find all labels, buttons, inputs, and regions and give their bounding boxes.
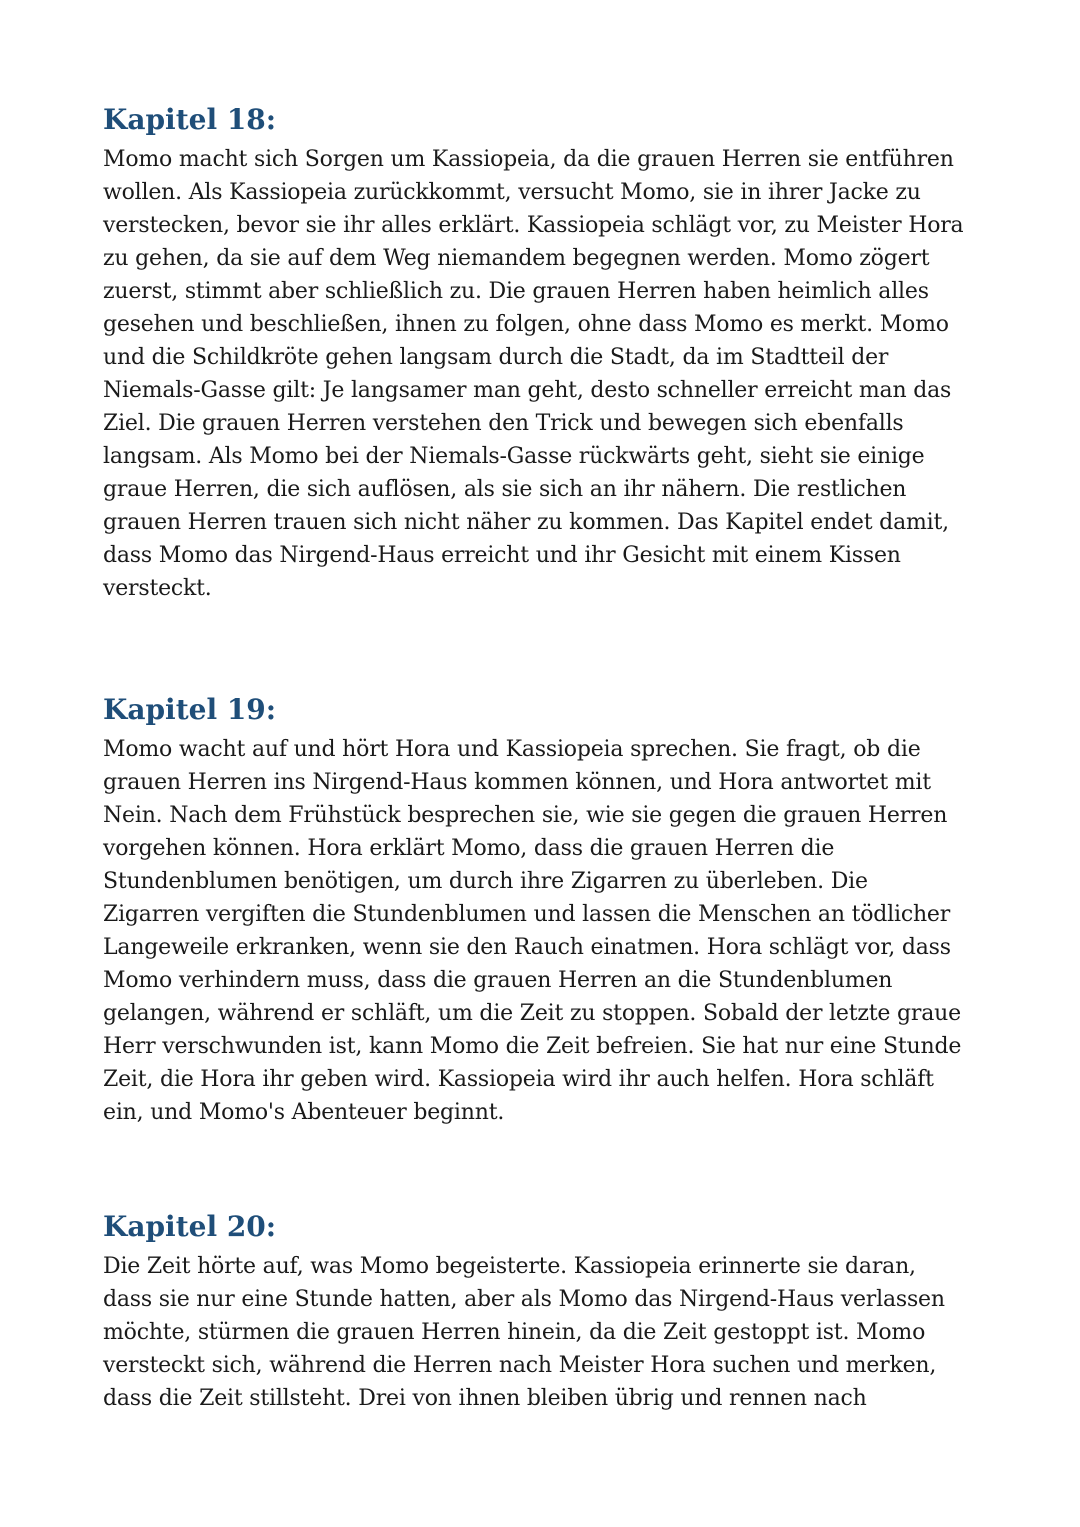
chapter-summary-text: Momo macht sich Sorgen um Kassiopeia, da die grauen Herren sie entführen wollen. Als Kassiopeia zurückkommt, versucht Momo, sie in ihrer Jacke zu verstecken, bevor sie ihr alles erklärt. Kassiopeia schlägt vor, zu Meister Hora zu gehen, da sie auf dem Weg niemandem begegnen werden. Momo zögert zuerst, stimmt aber schließlich zu. Die grauen Herren haben heimlich alles gesehen und beschließen, ihnen zu folgen, ohne dass Momo es merkt. Momo und die Schildkröte gehen langsam durch die Stadt, da im Stadtteil der Niemals-Gasse gilt: Je langsamer man geht, desto schneller erreicht man das Ziel. Die grauen Herren verstehen den Trick und bewegen sich ebenfalls langsam. Als Momo bei der Niemals-Gasse rückwärts geht, sieht sie einige graue Herren, die sich auflösen, als sie sich an ihr nähern. Die restlichen grauen Herren trauen sich nicht näher zu kommen. Das Kapitel endet damit, dass Momo das Nirgend-Haus erreicht und ihr Gesicht mit einem Kissen versteckt. xyxy=(103,147,964,601)
chapter-heading: Kapitel 19: xyxy=(103,693,277,726)
chapter-20-section xyxy=(103,1209,978,1415)
chapter-19-section xyxy=(103,692,978,1129)
chapter-heading: Kapitel 18: xyxy=(103,103,277,136)
chapter-summary-text: Momo wacht auf und hört Hora und Kassiopeia sprechen. Sie fragt, ob die grauen Herren ins Nirgend-Haus kommen können, und Hora antwortet mit Nein. Nach dem Frühstück besprechen sie, wie sie gegen die grauen Herren vorgehen können. Hora erklärt Momo, dass die grauen Herren die Stundenblumen benötigen, um durch ihre Zigarren zu überleben. Die Zigarren vergiften die Stundenblumen und lassen die Menschen an tödlicher Langeweile erkranken, wenn sie den Rauch einatmen. Hora schlägt vor, dass Momo verhindern muss, dass die grauen Herren an die Stundenblumen gelangen, während er schläft, um die Zeit zu stoppen. Sobald der letzte graue Herr verschwunden ist, kann Momo die Zeit befreien. Sie hat nur eine Stunde Zeit, die Hora ihr geben wird. Kassiopeia wird ihr auch helfen. Hora schläft ein, und Momo's Abenteuer beginnt. xyxy=(103,737,962,1125)
chapter-summary-text: Die Zeit hörte auf, was Momo begeisterte. Kassiopeia erinnerte sie daran, dass sie nur eine Stunde hatten, aber als Momo das Nirgend-Haus verlassen möchte, stürmen die grauen Herren hinein, da die Zeit gestoppt ist. Momo versteckt sich, während die Herren nach Meister Hora suchen und merken, dass die Zeit stillsteht. Drei von ihnen bleiben übrig und rennen nach xyxy=(103,1254,945,1411)
chapter-heading: Kapitel 20: xyxy=(103,1210,277,1243)
chapter-18-section xyxy=(103,102,978,605)
